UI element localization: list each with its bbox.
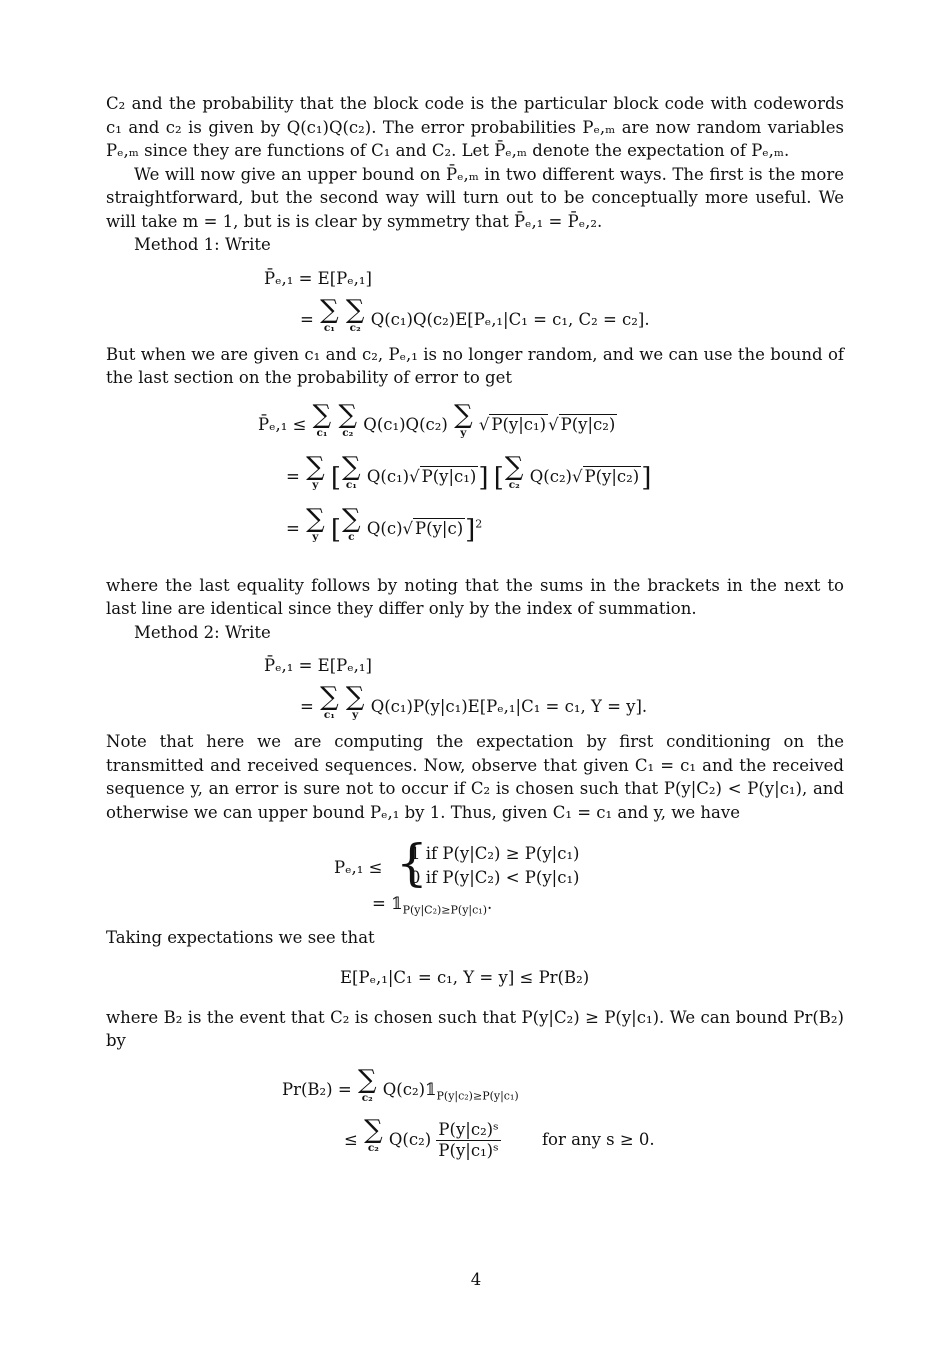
indicator-subscript: P(y|c₂)≥P(y|c₁) (436, 1088, 519, 1102)
equation-3 (106, 652, 844, 722)
eq6-line1: Q(c₂)𝟙 (382, 1079, 437, 1099)
eq1-line2: Q(c₁)Q(c₂)E[Pₑ,₁|C₁ = c₁, C₂ = c₂]. (370, 309, 650, 329)
sqrt-term: P(y|c₂) (584, 466, 640, 486)
eq2-lhs: P̄ₑ,₁ ≤ (258, 414, 307, 434)
sum-symbol: ∑ y (345, 682, 365, 721)
sum-symbol: ∑ y (306, 503, 325, 543)
sum-symbol: ∑ c₂ (357, 1064, 377, 1104)
eq2-line1-mid: Q(c₁)Q(c₂) (363, 414, 448, 434)
eq6-note: for any s ≥ 0. (541, 1129, 655, 1149)
equation-6 (106, 1061, 844, 1171)
paragraph-8: Taking expectations we see that (106, 928, 375, 947)
page-body (106, 92, 844, 1179)
method-2-heading: Method 2: Write (134, 622, 271, 642)
sqrt-term: P(y|c₁) (491, 414, 547, 434)
indicator-subscript: P(y|C₂)≥P(y|c₁) (402, 903, 487, 917)
eq6-term: Q(c₂) (388, 1129, 432, 1149)
eq6-le: ≤ (344, 1129, 358, 1149)
sqrt-term: P(y|c₁) (421, 466, 477, 486)
paragraph-9: where B₂ is the event that C₂ is chosen such that P(y|C₂) ≥ P(y|c₁). We can bound Pr(B₂) by (106, 1007, 844, 1050)
paragraph-5: where the last equality follows by noting that the sums in the brackets in the next to last line are identical since they differ only by the index of summation. (106, 575, 844, 618)
eq3-line1: P̄ₑ,₁ = E[Pₑ,₁] (264, 656, 372, 675)
equation-2: P̄ₑ,₁ ≤ ∑ c₁ ∑ c₂ Q(c₁)Q(c₂) ∑ y √ P(y|c₁) √ P(y|c₂) = ∑ y [ ∑ c₁ Q(c₁)√ P(y|c₁)] [ ∑ c₂ Q(c₂)√ P(y|c₂)] = ∑ y [ ∑ c Q(c)√ P(y|c)]$^2$ (258, 399, 652, 545)
case-2: 0 if P(y|C₂) < P(y|c₁) (410, 867, 580, 887)
cases: { 1 if P(y|C₂) ≥ P(y|c₁) 0 if P(y|C₂) < P(y|c₁) (396, 834, 580, 892)
sum-symbol: ∑ c (342, 503, 361, 543)
paragraph-1: C₂ and the probability that the block code is the particular block code with codewords c₁ and c₂ is given by Q(c₁)Q(c₂). The error probabilities Pₑ,ₘ are now random variables Pₑ,ₘ since they are functions of C₁ and C₂. Let P̄ₑ,ₘ denote the expectation of Pₑ,ₘ. (106, 94, 844, 160)
equation-4: Pₑ,₁ ≤ { 1 if P(y|C₂) ≥ P(y|c₁) 0 if P(y|C₂) < P(y|c₁) = $𝟙_{P(y|C_2)\ge P(y|c_1)}$. (334, 834, 580, 917)
eq2-equals: = (286, 466, 300, 486)
sum-symbol: ∑ c₂ (504, 451, 524, 491)
eq3-line2: Q(c₁)P(y|c₁)E[Pₑ,₁|C₁ = c₁, Y = y]. (370, 697, 648, 716)
eq1-line1: P̄ₑ,₁ = E[Pₑ,₁] (264, 268, 372, 288)
fraction-numerator: P(y|c₂)ˢ (438, 1119, 499, 1139)
eq4-lhs: Pₑ,₁ ≤ (334, 858, 383, 877)
method-1-heading: Method 1: Write (134, 235, 271, 254)
eq3-equals: = (300, 697, 314, 716)
fraction (436, 1120, 500, 1161)
eq2-term: Q(c₁) (366, 466, 410, 486)
sum-symbol: ∑ c₁ (320, 294, 339, 334)
equation-5 (106, 958, 844, 998)
eq1-equals: = (300, 309, 314, 329)
sum-symbol: ∑ y (306, 451, 325, 491)
eq2-term: Q(c) (366, 518, 403, 538)
sqrt-term: P(y|c₂) (560, 414, 616, 434)
sum-symbol: ∑ c₂ (345, 294, 365, 334)
equation-1 (106, 265, 844, 335)
exponent: 2 (475, 517, 483, 530)
sum-symbol: ∑ c₂ (338, 399, 358, 439)
case-1: 1 if P(y|C₂) ≥ P(y|c₁) (410, 844, 580, 863)
eq5: E[Pₑ,₁|C₁ = c₁, Y = y] ≤ Pr(B₂) (340, 967, 590, 987)
paragraph-7: Note that here we are computing the expectation by first conditioning on the transmitted and received sequences. Now, observe that given C₁ = c₁ and the received sequence y, an error is sure not to occur if C₂ is chosen such that P(y|C₂) < P(y|c₁), and otherwise we can upper bound Pₑ,₁ by 1. Thus, given C₁ = c₁ and y, we have (106, 732, 844, 822)
sum-symbol: ∑ y (454, 399, 473, 439)
sum-symbol: ∑ c₁ (312, 399, 332, 439)
eq4-line2: = 𝟙 (372, 894, 403, 913)
page-number: 4 (470, 1270, 482, 1289)
eq6-lhs: Pr(B₂) = (282, 1079, 352, 1099)
eq2-equals: = (286, 518, 300, 538)
sum-symbol: ∑ c₁ (342, 451, 361, 491)
sum-symbol: ∑ c₂ (364, 1114, 383, 1154)
sum-symbol: ∑ c₁ (320, 682, 339, 721)
paragraph-2: We will now give an upper bound on P̄ₑ,ₘ in two different ways. The first is the more straightforward, but the second way will turn out to be conceptually more useful. We will take m = 1, but is is clear by symmetry that P̄ₑ,₁ = P̄ₑ,₂. (106, 164, 844, 231)
eq2-term: Q(c₂) (529, 466, 572, 486)
paragraph-4: But when we are given c₁ and c₂, Pₑ,₁ is no longer random, and we can use the bound of the last section on the probability of error to get (106, 344, 844, 387)
sqrt-term: P(y|c) (415, 518, 464, 538)
fraction-denominator: P(y|c₁)ˢ (438, 1140, 499, 1160)
